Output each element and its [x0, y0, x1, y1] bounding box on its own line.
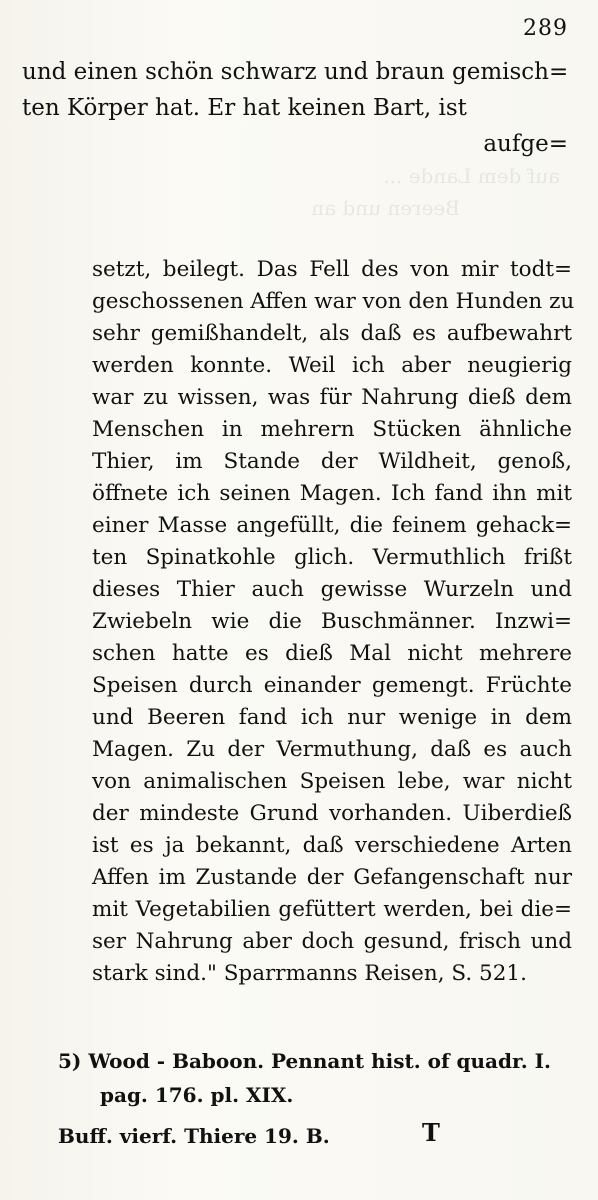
printer-signature: Buff. vierf. Thiere 19. B. — [58, 1124, 330, 1148]
body-line: Magen. Zu der Vermuthung, daß es auch — [92, 737, 572, 762]
body-line: der mindeste Grund vorhanden. Uiberdieß — [92, 801, 572, 826]
top-line-1: und einen schön schwarz und braun gemisch= — [22, 59, 569, 85]
body-line: ten Spinatkohle glich. Vermuthlich frißt — [92, 545, 572, 570]
body-line: und Beeren fand ich nur wenige in dem — [92, 705, 572, 730]
top-line-3: aufge= — [483, 131, 568, 157]
body-line: Menschen in mehrern Stücken ähnliche — [92, 417, 572, 442]
body-line: Affen im Zustande der Gefangenschaft nur — [92, 865, 572, 890]
body-line: mit Vegetabilien gefüttert werden, bei die= — [92, 897, 572, 922]
body-line: werden konnte. Weil ich aber neugierig — [92, 353, 572, 378]
body-line: Speisen durch einander gemengt. Früchte — [92, 673, 572, 698]
signature-mark: T — [422, 1118, 440, 1147]
body-line: sehr gemißhandelt, als daß es aufbewahrt — [92, 321, 572, 346]
body-line: öffnete ich seinen Magen. Ich fand ihn mit — [92, 481, 572, 506]
body-line: setzt, beilegt. Das Fell des von mir todt= — [92, 257, 572, 282]
body-line: Thier, im Stande der Wildheit, genoß, — [92, 449, 572, 474]
body-line: ser Nahrung aber doch gesund, frisch und — [92, 929, 572, 954]
top-line-2: ten Körper hat. Er hat keinen Bart, ist — [22, 95, 467, 121]
page-number: 289 — [523, 16, 568, 41]
body-line: ist es ja bekannt, daß verschiedene Arten — [92, 833, 572, 858]
body-line: schen hatte es dieß Mal nicht mehrere — [92, 641, 572, 666]
body-line: dieses Thier auch gewisse Wurzeln und — [92, 577, 572, 602]
body-line: war zu wissen, was für Nahrung dieß dem — [92, 385, 572, 410]
body-line: einer Masse angefüllt, die feinem gehack= — [92, 513, 572, 538]
footnote-line-2: pag. 176. pl. XIX. — [100, 1083, 294, 1107]
body-line-last: stark sind." Sparrmanns Reisen, S. 521. — [92, 961, 527, 986]
body-line: geschossenen Affen war von den Hunden zu — [92, 289, 575, 314]
body-line: Zwiebeln wie die Buschmänner. Inzwi= — [92, 609, 572, 634]
body-line: von animalischen Speisen lebe, war nicht — [92, 769, 572, 794]
bleed-through-text: auf dem Lande ... Beeren und an — [311, 164, 560, 220]
footnote-line-1: 5) Wood - Baboon. Pennant hist. of quadr. I. — [58, 1049, 551, 1073]
